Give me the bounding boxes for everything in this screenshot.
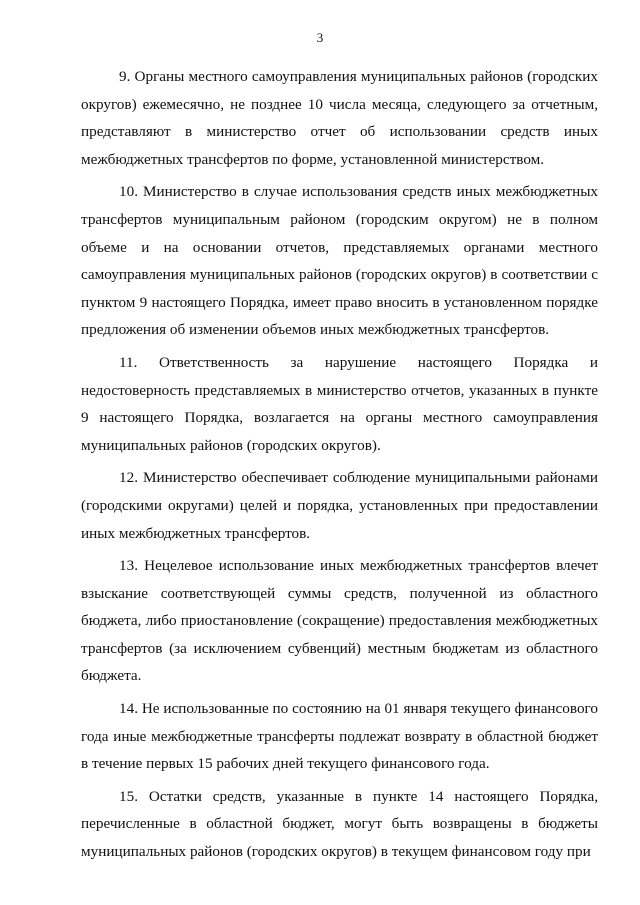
paragraph-12: 12. Министерство обеспечивает соблюдение муниципальными районами (городскими округами) целей и порядка, установленных при предоставлении иных межбюджетных трансфертов. xyxy=(81,469,598,542)
paragraph-13: 13. Нецелевое использование иных межбюджетных трансфертов влечет взыскание соответствующей суммы средств, полученной из областного бюджета, либо приостановление (сокращение) предоставления межбюджетных трансфертов (за исключением субвенций) местным бюджетам из областного бюджета. xyxy=(81,557,598,685)
paragraph-11: 11. Ответственность за нарушение настоящего Порядка и недостоверность представляемых в министерство отчетов, указанных в пункте 9 настоящего Порядка, возлагается на органы местного самоуправления муниципальных районов (городских округов). xyxy=(81,353,598,454)
paragraph-10: 10. Министерство в случае использования средств иных межбюджетных трансфертов муниципальным районом (городским округом) не в полном объеме и на основании отчетов, представляемых органами местного самоуправления муниципальных районов (городских округов) в соответствии с пунктом 9 настоящего Порядка, имеет право вносить в установленном порядке предложения об изменении объемов иных межбюджетных трансфертов. xyxy=(81,183,598,339)
page-number: 3 xyxy=(316,30,324,45)
document-body xyxy=(81,63,598,871)
paragraph-14: 14. Не использованные по состоянию на 01 января текущего финансового года иные межбюджетные трансферты подлежат возврату в областной бюджет в течение первых 15 рабочих дней текущего финансового года. xyxy=(81,700,598,773)
paragraph-15: 15. Остатки средств, указанные в пункте 14 настоящего Порядка, перечисленные в областной бюджет, могут быть возвращены в бюджеты муниципальных районов (городских округов) в текущем финансовом году при xyxy=(81,787,598,861)
paragraph-9: 9. Органы местного самоуправления муниципальных районов (городских округов) ежемесячно, не позднее 10 числа месяца, следующего за отчетным, представляют в министерство отчет об использовании средств иных межбюджетных трансфертов по форме, установленной министерством. xyxy=(81,68,598,168)
